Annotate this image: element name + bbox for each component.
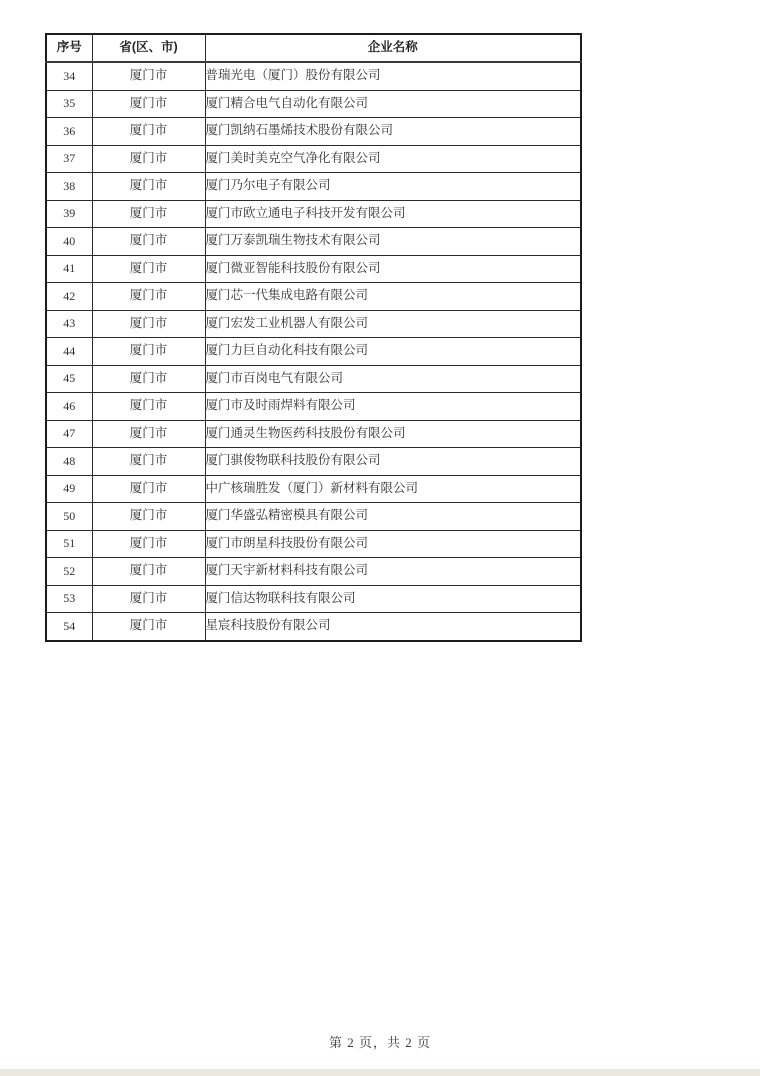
row-serial-number: 54 <box>46 613 92 641</box>
row-serial-number: 52 <box>46 558 92 586</box>
table-row <box>46 393 581 421</box>
row-company-name: 厦门宏发工业机器人有限公司 <box>205 310 581 338</box>
row-province: 厦门市 <box>92 613 205 641</box>
row-serial-number: 43 <box>46 310 92 338</box>
table-row <box>46 145 581 173</box>
row-serial-number: 44 <box>46 338 92 366</box>
row-serial-number: 34 <box>46 62 92 90</box>
table-row <box>46 530 581 558</box>
row-serial-number: 45 <box>46 365 92 393</box>
table-row <box>46 62 581 90</box>
row-company-name: 厦门美时美克空气净化有限公司 <box>205 145 581 173</box>
row-province: 厦门市 <box>92 365 205 393</box>
row-serial-number: 47 <box>46 420 92 448</box>
table-row <box>46 200 581 228</box>
row-serial-number: 39 <box>46 200 92 228</box>
row-company-name: 星宸科技股份有限公司 <box>205 613 581 641</box>
table-row <box>46 255 581 283</box>
row-company-name: 普瑞光电（厦门）股份有限公司 <box>205 62 581 90</box>
row-company-name: 厦门骐俊物联科技股份有限公司 <box>205 448 581 476</box>
table-row <box>46 90 581 118</box>
table-body <box>46 62 581 641</box>
row-province: 厦门市 <box>92 420 205 448</box>
row-company-name: 厦门精合电气自动化有限公司 <box>205 90 581 118</box>
row-company-name: 厦门市百岗电气有限公司 <box>205 365 581 393</box>
row-serial-number: 41 <box>46 255 92 283</box>
row-company-name: 厦门市朗星科技股份有限公司 <box>205 530 581 558</box>
row-province: 厦门市 <box>92 503 205 531</box>
row-serial-number: 53 <box>46 585 92 613</box>
row-serial-number: 46 <box>46 393 92 421</box>
row-serial-number: 38 <box>46 173 92 201</box>
row-province: 厦门市 <box>92 228 205 256</box>
row-province: 厦门市 <box>92 173 205 201</box>
row-company-name: 厦门力巨自动化科技有限公司 <box>205 338 581 366</box>
company-table <box>45 33 582 642</box>
row-province: 厦门市 <box>92 393 205 421</box>
table-row <box>46 448 581 476</box>
header-serial-number: 序号 <box>46 34 92 62</box>
table-row <box>46 310 581 338</box>
row-company-name: 厦门凯纳石墨烯技术股份有限公司 <box>205 118 581 146</box>
table-row <box>46 558 581 586</box>
row-company-name: 厦门乃尔电子有限公司 <box>205 173 581 201</box>
backdrop-strip <box>0 1069 760 1076</box>
row-province: 厦门市 <box>92 475 205 503</box>
row-serial-number: 40 <box>46 228 92 256</box>
table-row <box>46 420 581 448</box>
table-row <box>46 585 581 613</box>
row-serial-number: 37 <box>46 145 92 173</box>
row-company-name: 厦门信达物联科技有限公司 <box>205 585 581 613</box>
table-row <box>46 503 581 531</box>
table-row <box>46 365 581 393</box>
table-row <box>46 283 581 311</box>
row-company-name: 厦门市欧立通电子科技开发有限公司 <box>205 200 581 228</box>
row-province: 厦门市 <box>92 558 205 586</box>
row-serial-number: 50 <box>46 503 92 531</box>
row-province: 厦门市 <box>92 283 205 311</box>
row-company-name: 厦门通灵生物医药科技股份有限公司 <box>205 420 581 448</box>
row-company-name: 厦门华盛弘精密模具有限公司 <box>205 503 581 531</box>
page-footer: 第 2 页，共 2 页 <box>328 1035 431 1050</box>
table-row <box>46 338 581 366</box>
row-province: 厦门市 <box>92 90 205 118</box>
row-province: 厦门市 <box>92 530 205 558</box>
table-header <box>46 34 581 62</box>
row-province: 厦门市 <box>92 145 205 173</box>
row-province: 厦门市 <box>92 62 205 90</box>
row-serial-number: 48 <box>46 448 92 476</box>
table-row <box>46 475 581 503</box>
row-province: 厦门市 <box>92 255 205 283</box>
row-province: 厦门市 <box>92 310 205 338</box>
table-header-row <box>46 34 581 62</box>
row-province: 厦门市 <box>92 338 205 366</box>
row-serial-number: 42 <box>46 283 92 311</box>
row-province: 厦门市 <box>92 118 205 146</box>
row-serial-number: 35 <box>46 90 92 118</box>
row-company-name: 厦门芯一代集成电路有限公司 <box>205 283 581 311</box>
row-province: 厦门市 <box>92 585 205 613</box>
row-company-name: 中广核瑞胜发（厦门）新材料有限公司 <box>205 475 581 503</box>
row-province: 厦门市 <box>92 200 205 228</box>
row-company-name: 厦门天宇新材料科技有限公司 <box>205 558 581 586</box>
header-company-name: 企业名称 <box>205 34 581 62</box>
row-serial-number: 51 <box>46 530 92 558</box>
table-row <box>46 173 581 201</box>
row-company-name: 厦门市及时雨焊料有限公司 <box>205 393 581 421</box>
header-province: 省(区、市) <box>92 34 205 62</box>
row-company-name: 厦门万泰凯瑞生物技术有限公司 <box>205 228 581 256</box>
table-row <box>46 613 581 641</box>
table-row <box>46 118 581 146</box>
table-row <box>46 228 581 256</box>
row-company-name: 厦门微亚智能科技股份有限公司 <box>205 255 581 283</box>
row-serial-number: 49 <box>46 475 92 503</box>
row-province: 厦门市 <box>92 448 205 476</box>
row-serial-number: 36 <box>46 118 92 146</box>
